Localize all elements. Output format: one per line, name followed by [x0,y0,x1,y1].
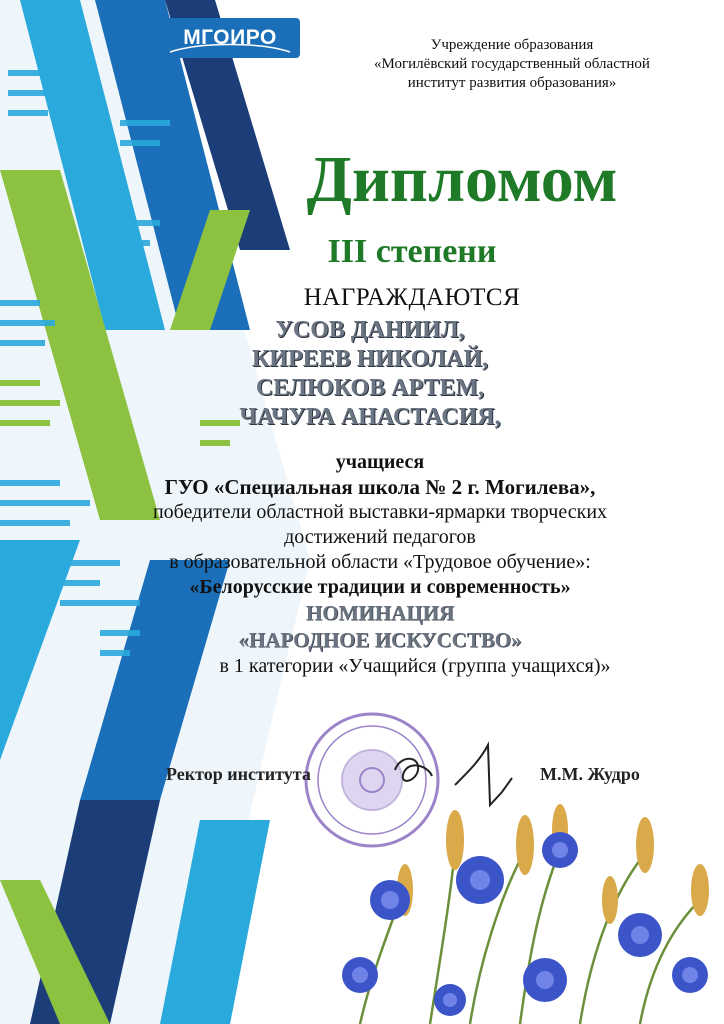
nomination-name: «НАРОДНОЕ ИСКУССТВО» [238,628,522,652]
institution-line-3: институт развития образования» [407,75,617,91]
winners-line-1: победители областной выставки-ярмарки творческих [152,501,608,523]
recipients-list [120,316,620,432]
recipient-name: ЧАЧУРА АНАСТАСИЯ, [239,404,501,430]
diploma-title: Дипломом [306,143,618,216]
signer-name: М.М. Жудро [540,764,640,784]
recipient-name: СЕЛЮКОВ АРТЕМ, [255,375,485,401]
logo-text: МГОИРО [183,26,277,49]
category-line: в 1 категории «Учащийся (группа учащихся)» [219,655,611,677]
recipient-name: КИРЕЕВ НИКОЛАЙ, [251,346,489,372]
winners-line-2: достижений педагогов [284,526,476,548]
nomination-label: НОМИНАЦИЯ [305,601,455,625]
exhibition-theme: «Белорусские традиции и современность» [189,576,571,598]
awarded-heading: НАГРАЖДАЮТСЯ [303,284,521,311]
students-label: учащиеся [335,451,425,473]
signature-stroke [455,745,512,805]
institution-line-1: Учреждение образования [430,37,594,53]
school-name: ГУО «Специальная школа № 2 г. Могилева», [164,475,596,499]
mgoiro-logo [160,12,300,64]
flowers-decoration [342,804,709,1024]
diploma-degree: III степени [327,233,497,270]
institution-line-2: «Могилёвский государственный областной [374,56,650,72]
institution-header [330,36,694,93]
institute-stamp [306,714,438,846]
diploma-body [40,450,720,679]
rector-title: Ректор института [166,764,311,784]
recipient-name: УСОВ ДАНИИЛ, [275,317,465,343]
education-area: в образовательной области «Трудовое обучение»: [169,551,591,573]
